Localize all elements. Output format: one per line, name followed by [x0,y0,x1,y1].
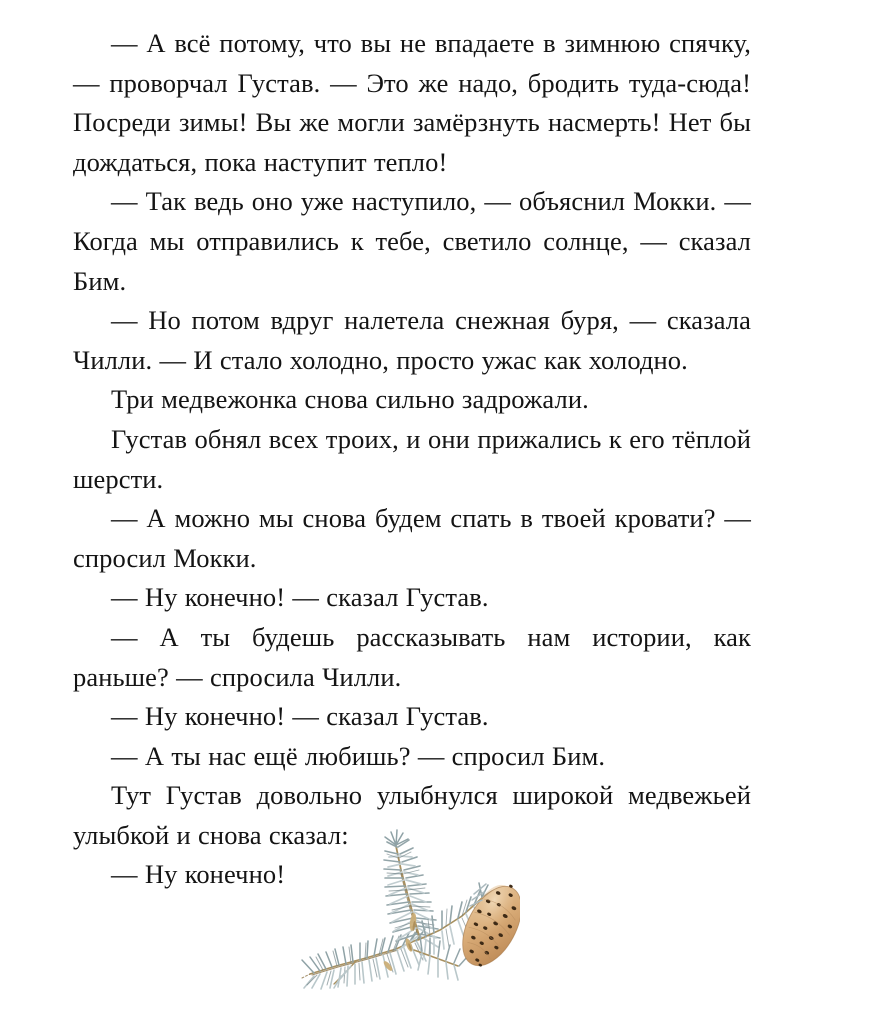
paragraph: — Так ведь оно уже наступило, — объяснил Мокки. — Когда мы отправились к тебе, светило солнце, — сказал Бим. [73,186,751,296]
paragraph: Густав обнял всех троих, и они прижались к его тёплой шерсти. [73,423,751,494]
paragraph: — Но потом вдруг налетела снежная буря, — сказала Чилли. — И стало холодно, просто ужас как холодно. [73,305,751,375]
paragraph: — А ты будешь рассказывать нам истории, как раньше? — спросила Чилли. [73,621,751,692]
paragraph: Тут Густав довольно улыбнулся широкой медвежьей улыбкой и снова сказал: [73,780,751,850]
spruce-branch-with-cone-illustration [296,818,520,1003]
paragraph: Три медвежонка снова сильно задрожали. [111,384,589,415]
paragraph: — Ну конечно! [111,859,286,890]
paragraph: — А всё потому, что вы не впадаете в зимнюю спячку, — проворчал Густав. — Это же надо, бродить туда-сюда! Посреди зимы! Вы же могли замёрзнуть насмерть! Нет бы дождаться, пока наступит тепло! [73,28,751,177]
paragraph: — А ты нас ещё любишь? — спросил Бим. [111,740,606,771]
paragraph: — Ну конечно! — сказал Густав. [111,701,489,732]
paragraph: — А можно мы снова будем спать в твоей кровати? — спросил Мокки. [73,503,751,573]
paragraph: — Ну конечно! — сказал Густав. [111,582,489,613]
page-text-body [73,24,751,895]
